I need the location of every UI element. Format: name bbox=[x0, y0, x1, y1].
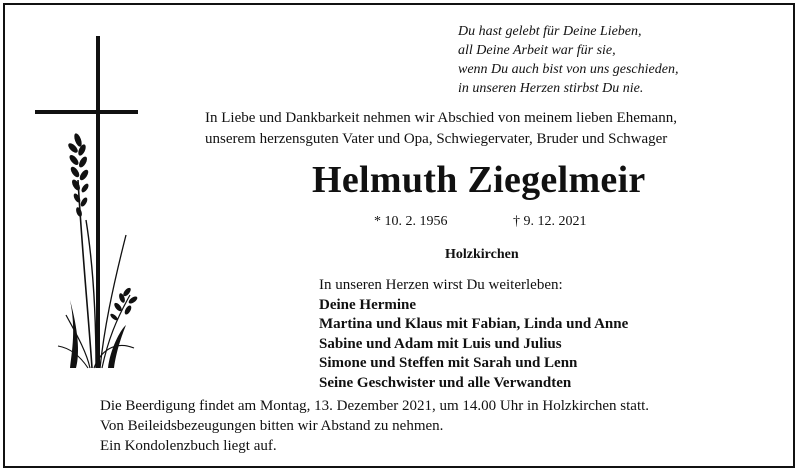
poem-line: all Deine Arbeit war für sie, bbox=[458, 43, 616, 58]
poem bbox=[458, 22, 678, 98]
funeral-line: Von Beileidsbezeugungen bitten wir Abstand zu nehmen. bbox=[100, 418, 444, 434]
mourners-intro: In unseren Herzen wirst Du weiterleben: bbox=[319, 277, 563, 293]
intro-line: unserem herzensguten Vater und Opa, Schwiegervater, Bruder und Schwager bbox=[205, 131, 668, 147]
place-name: Holzkirchen bbox=[445, 247, 519, 262]
intro-text bbox=[205, 108, 677, 150]
funeral-line: Ein Kondolenzbuch liegt auf. bbox=[100, 438, 277, 454]
mourner-line: Simone und Steffen mit Sarah und Lenn bbox=[319, 355, 578, 371]
cross-with-grass-icon bbox=[30, 30, 140, 375]
mourner-line: Deine Hermine bbox=[319, 296, 417, 313]
mourner-line: Seine Geschwister und alle Verwandten bbox=[319, 374, 572, 391]
mourners-list bbox=[319, 276, 628, 393]
funeral-notice bbox=[100, 396, 649, 456]
funeral-line: Die Beerdigung findet am Montag, 13. Dezember 2021, um 14.00 Uhr in Holzkirchen statt. bbox=[100, 398, 650, 414]
death-date: † 9. 12. 2021 bbox=[513, 214, 587, 229]
intro-line: In Liebe und Dankbarkeit nehmen wir Abschied von meinem lieben Ehemann, bbox=[205, 110, 677, 126]
mourner-line: Sabine und Adam mit Luis und Julius bbox=[319, 335, 562, 352]
mourner-line: Martina und Klaus mit Fabian, Linda und Anne bbox=[319, 316, 629, 332]
poem-line: wenn Du auch bist von uns geschieden, bbox=[458, 62, 679, 77]
poem-line: in unseren Herzen stirbst Du nie. bbox=[458, 81, 644, 96]
birth-date: * 10. 2. 1956 bbox=[374, 214, 448, 229]
poem-line: Du hast gelebt für Deine Lieben, bbox=[458, 24, 642, 39]
deceased-name: Helmuth Ziegelmeir bbox=[312, 159, 646, 201]
